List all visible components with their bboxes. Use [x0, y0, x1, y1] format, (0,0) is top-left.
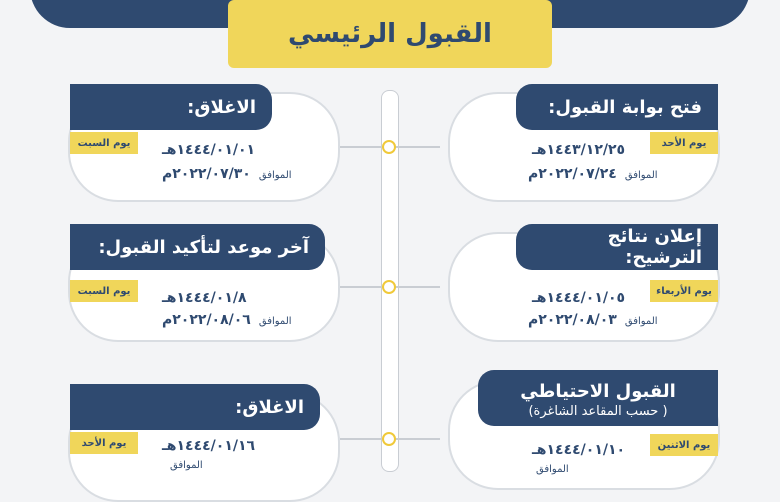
timeline-card-close-1	[68, 92, 340, 202]
gregorian-row	[528, 166, 658, 182]
gregorian-row	[528, 312, 658, 328]
timeline-node	[382, 432, 396, 446]
card-title-main: القبول الاحتياطي	[520, 381, 676, 402]
gregorian-row	[162, 312, 292, 328]
hijri-date: ١٤٤٤/٠١/٠٥هـ	[532, 290, 626, 306]
hijri-date: ١٤٤٤/٠١/٠١هـ	[162, 142, 256, 158]
card-title: فتح بوابة القبول:	[516, 84, 718, 130]
day-badge: يوم الاثنين	[650, 434, 718, 456]
card-title	[478, 370, 718, 426]
day-badge: يوم السبت	[70, 280, 138, 302]
hijri-date: ١٤٤٤/٠١/٨هـ	[162, 290, 247, 306]
card-title: إعلان نتائج الترشيح:	[516, 224, 718, 270]
card-title: الاغلاق:	[70, 384, 320, 430]
hijri-date: ١٤٤٣/١٢/٢٥هـ	[532, 142, 626, 158]
timeline-card-portal-open	[448, 92, 720, 202]
gregorian-row	[162, 460, 203, 471]
day-badge: يوم الأحد	[70, 432, 138, 454]
greg-label: الموافق	[624, 316, 658, 327]
gregorian-date: ٢٠٢٢/٠٧/٢٤م	[528, 166, 617, 182]
hijri-date: ١٤٤٤/٠١/١٦هـ	[162, 438, 256, 454]
greg-label: الموافق	[536, 464, 569, 475]
timeline-card-close-2	[68, 392, 340, 502]
hijri-date: ١٤٤٤/٠١/١٠هـ	[532, 442, 626, 458]
card-title: آخر موعد لتأكيد القبول:	[70, 224, 325, 270]
day-badge: يوم السبت	[70, 132, 138, 154]
gregorian-row	[162, 166, 292, 182]
greg-label: الموافق	[170, 460, 203, 471]
gregorian-date: ٢٠٢٢/٠٨/٠٣م	[528, 312, 617, 328]
page-title: القبول الرئيسي	[228, 0, 552, 68]
timeline-node	[382, 280, 396, 294]
day-badge: يوم الأحد	[650, 132, 718, 154]
greg-label: الموافق	[624, 170, 658, 181]
timeline-node	[382, 140, 396, 154]
gregorian-date: ٢٠٢٢/٠٧/٣٠م	[162, 166, 251, 182]
timeline-card-nomination-results	[448, 226, 720, 342]
card-subtitle: ( حسب المقاعد الشاغرة)	[528, 404, 668, 419]
gregorian-date: ٢٠٢٢/٠٨/٠٦م	[162, 312, 251, 328]
card-title: الاغلاق:	[70, 84, 272, 130]
greg-label: الموافق	[258, 316, 292, 327]
day-badge: يوم الأربعاء	[650, 280, 718, 302]
greg-label: الموافق	[258, 170, 292, 181]
timeline-card-confirm-deadline	[68, 232, 340, 342]
timeline-card-reserve-admission	[448, 380, 720, 490]
